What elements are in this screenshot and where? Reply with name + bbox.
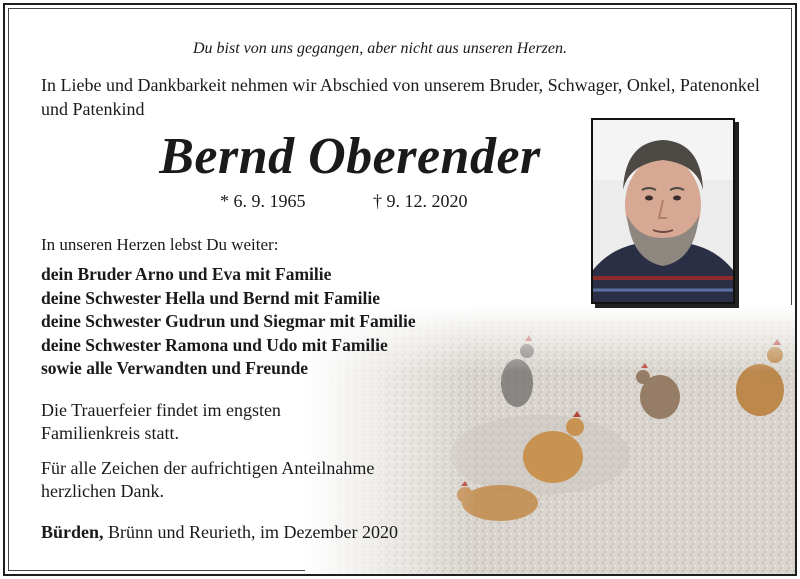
mourner-line: sowie alle Verwandten und Freunde: [41, 358, 309, 378]
lead-text: In unseren Herzen lebst Du weiter:: [41, 235, 279, 254]
motto: Du bist von uns gegangen, aber nicht aus unseren Herzen.: [192, 40, 568, 57]
place-date: [41, 522, 398, 543]
portrait-photo: [591, 118, 735, 304]
death-date: † 9. 12. 2020: [373, 191, 468, 211]
place-bold: Bürden,: [41, 522, 104, 542]
deceased-name: Bernd Oberender: [159, 128, 541, 185]
obituary-notice: [3, 3, 797, 576]
funeral-note: Die Trauerfeier findet im engsten Familienkreis statt.: [41, 400, 281, 443]
mourner-line: deine Schwester Hella und Bernd mit Familie: [41, 287, 380, 308]
thanks-note: Für alle Zeichen der aufrichtigen Anteilnahme herzlichen Dank.: [41, 458, 375, 501]
mourner-line: deine Schwester Gudrun und Siegmar mit Familie: [41, 311, 416, 331]
intro-text: In Liebe und Dankbarkeit nehmen wir Abschied von unserem Bruder, Schwager, Onkel, Patenonkel und Patenkind: [41, 75, 760, 119]
mourners-list: [41, 263, 416, 381]
portrait-illustration: [593, 120, 733, 302]
mourner-line: dein Bruder Arno und Eva mit Familie: [41, 264, 332, 284]
birth-date: * 6. 9. 1965: [220, 191, 306, 211]
place-rest: Brünn und Reurieth, im Dezember 2020: [103, 522, 398, 542]
mourner-line: deine Schwester Ramona und Udo mit Familie: [41, 334, 388, 355]
